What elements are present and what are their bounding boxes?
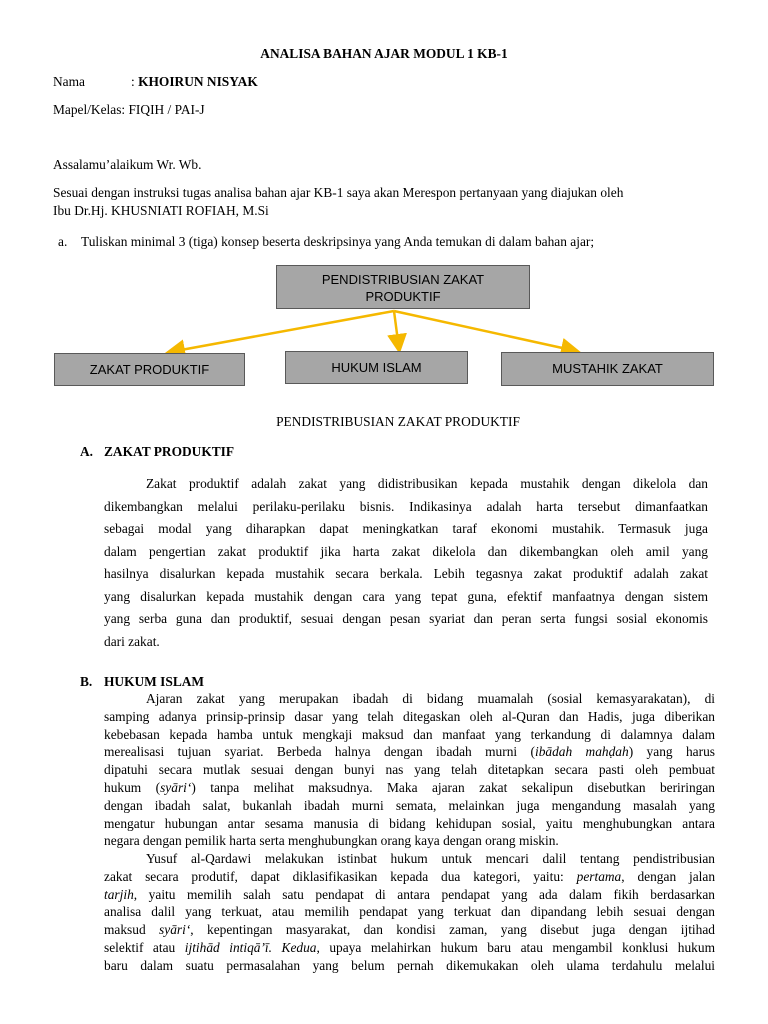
section-b-line: baru dalam suatu permasalahan yang belum pernah dikemukakan oleh ulama terdahulu melalui — [104, 957, 715, 973]
section-b-marker: B. — [80, 674, 93, 689]
section-b-line: dipatuhi secara mutlak sesuai dengan bunyi nas yang telah ditetapkan secara pasti oleh pembuat — [104, 762, 715, 778]
section-a-line: Zakat produktif adalah zakat yang didistribusikan kepada mustahik dengan dikelola dan — [146, 476, 708, 491]
section-b-line: negara dengan pemilik harta serta menghubungkan orang kaya dengan orang miskin. — [104, 833, 559, 849]
section-a-line: dari zakat. — [104, 633, 160, 649]
greeting: Assalamu’alaikum Wr. Wb. — [53, 157, 202, 172]
section-b-line: samping adanya prinsip-prinsip dasar yang telah ditegaskan oleh al-Quran dan Hadis, juga diberikan — [104, 708, 715, 724]
mapel-kelas: Mapel/Kelas: FIQIH / PAI-J — [53, 102, 205, 117]
section-b-paragraph-2 — [104, 850, 715, 975]
diagram-box-hukum-islam: HUKUM ISLAM — [285, 351, 468, 384]
section-b-paragraph-1 — [104, 690, 715, 850]
section-a-line: dalam pengertian zakat produktif jika harta zakat dikelola dan dikembangkan oleh amil yang — [104, 543, 708, 559]
section-b-line: analisa dalil yang terkuat, atau memilih pendapat yang terkuat dan dipandang lebih sesuai dengan — [104, 904, 715, 920]
section-b-line: dengan ibadah salat, bukanlah ibadah murni semata, melainkan juga mengandung masalah yang — [104, 797, 715, 813]
section-a-line: sebagai modal yang diharapkan dapat meningkatkan taraf ekonomi mustahik. Termasuk juga — [104, 521, 708, 536]
section-a-marker: A. — [80, 444, 94, 459]
nama-value: KHOIRUN NISYAK — [138, 74, 258, 89]
section-b-line: tarjih, yaitu memilih salah satu pendapat di antara pendapat yang ada dalam fikih berdasarkan — [104, 886, 715, 902]
section-b-line: maksud syāri‘, kepentingan masyarakat, dan kondisi zaman, yang disebut juga dengan ijtihad — [104, 922, 715, 938]
section-b-line: hukum (syāri‘) tanpa melihat maksudnya. Maka ajaran zakat sekalipun disebutkan beriringan — [104, 779, 715, 795]
diagram-box-zakat-produktif: ZAKAT PRODUKTIF — [54, 353, 245, 386]
arrow-to-zakat-produktif — [170, 311, 394, 352]
section-b-line: Ajaran zakat yang merupakan ibadah di bidang muamalah (sosial kemasyarakatan), di — [146, 691, 715, 706]
document-title: ANALISA BAHAN AJAR MODUL 1 KB-1 — [260, 46, 508, 61]
section-title: PENDISTRIBUSIAN ZAKAT PRODUKTIF — [276, 414, 520, 429]
section-a-line: hasilnya disalurkan kepada mustahik secara berkala. Lebih tegasnya zakat produktif adalah zakat — [104, 566, 708, 581]
intro-line-1: Sesuai dengan instruksi tugas analisa bahan ajar KB-1 saya akan Merespon pertanyaan yang diajukan oleh — [53, 185, 624, 200]
diagram-root-line-1: PENDISTRIBUSIAN ZAKAT — [321, 272, 485, 287]
section-b-line: kebebasan kepada hamba untuk mengkaji maksud dan manfaat yang terkandung di dalamnya dalam — [104, 726, 715, 742]
section-b-line: Yusuf al-Qardawi melakukan istinbat hukum untuk mencari dalil tentang pendistribusian — [146, 851, 715, 866]
section-b-heading: HUKUM ISLAM — [104, 674, 205, 689]
arrow-to-mustahik-zakat — [394, 311, 576, 351]
section-a-heading: ZAKAT PRODUKTIF — [104, 444, 235, 459]
question-a-marker: a. — [58, 234, 68, 249]
section-b-line: merealisasi tujuan syariat. Berbeda halnya dengan ibadah murni (ibādah mahḍah) yang harus — [104, 744, 715, 760]
section-a-paragraph — [104, 473, 708, 653]
section-b-line: zakat secara produtif, dapat diklasifikasikan kepada dua kategori, yaitu: pertama, dengan jalan — [104, 868, 716, 884]
diagram-arrows — [0, 0, 768, 400]
arrow-to-hukum-islam — [394, 311, 399, 349]
section-a-line: dikembangkan melalui perilaku-perilaku bisnis. Indikasinya adalah harta tersebut dimanfaatkan — [104, 498, 708, 514]
section-b-line: selektif atau ijtihād intiqā’ī. Kedua, upaya melahirkan hukum baru atau mengambil konklusi hukum — [104, 939, 715, 955]
section-a-line: yang serba guna dan produktif, sesuai dengan pesan syariat dan peran serta fungsi sosial ekonomis — [104, 611, 708, 626]
nama-row: : KHOIRUN NISYAK — [131, 74, 258, 89]
section-b-line: mengatur hubungan antar sesama manusia di bidang kehidupan sosial, yaitu menghubungkan antara — [104, 815, 715, 831]
nama-label: Nama — [53, 74, 85, 89]
question-a: Tuliskan minimal 3 (tiga) konsep beserta deskripsinya yang Anda temukan di dalam bahan ajar; — [81, 234, 595, 249]
intro-line-2: Ibu Dr.Hj. KHUSNIATI ROFIAH, M.Si — [53, 203, 269, 218]
section-a-line: yang disalurkan kepada mustahik dengan cara yang tepat guna, efektif manfaatnya dengan sistem — [104, 588, 708, 604]
diagram-box-mustahik-zakat: MUSTAHIK ZAKAT — [501, 352, 714, 386]
diagram-root-line-2: PRODUKTIF — [365, 289, 441, 304]
